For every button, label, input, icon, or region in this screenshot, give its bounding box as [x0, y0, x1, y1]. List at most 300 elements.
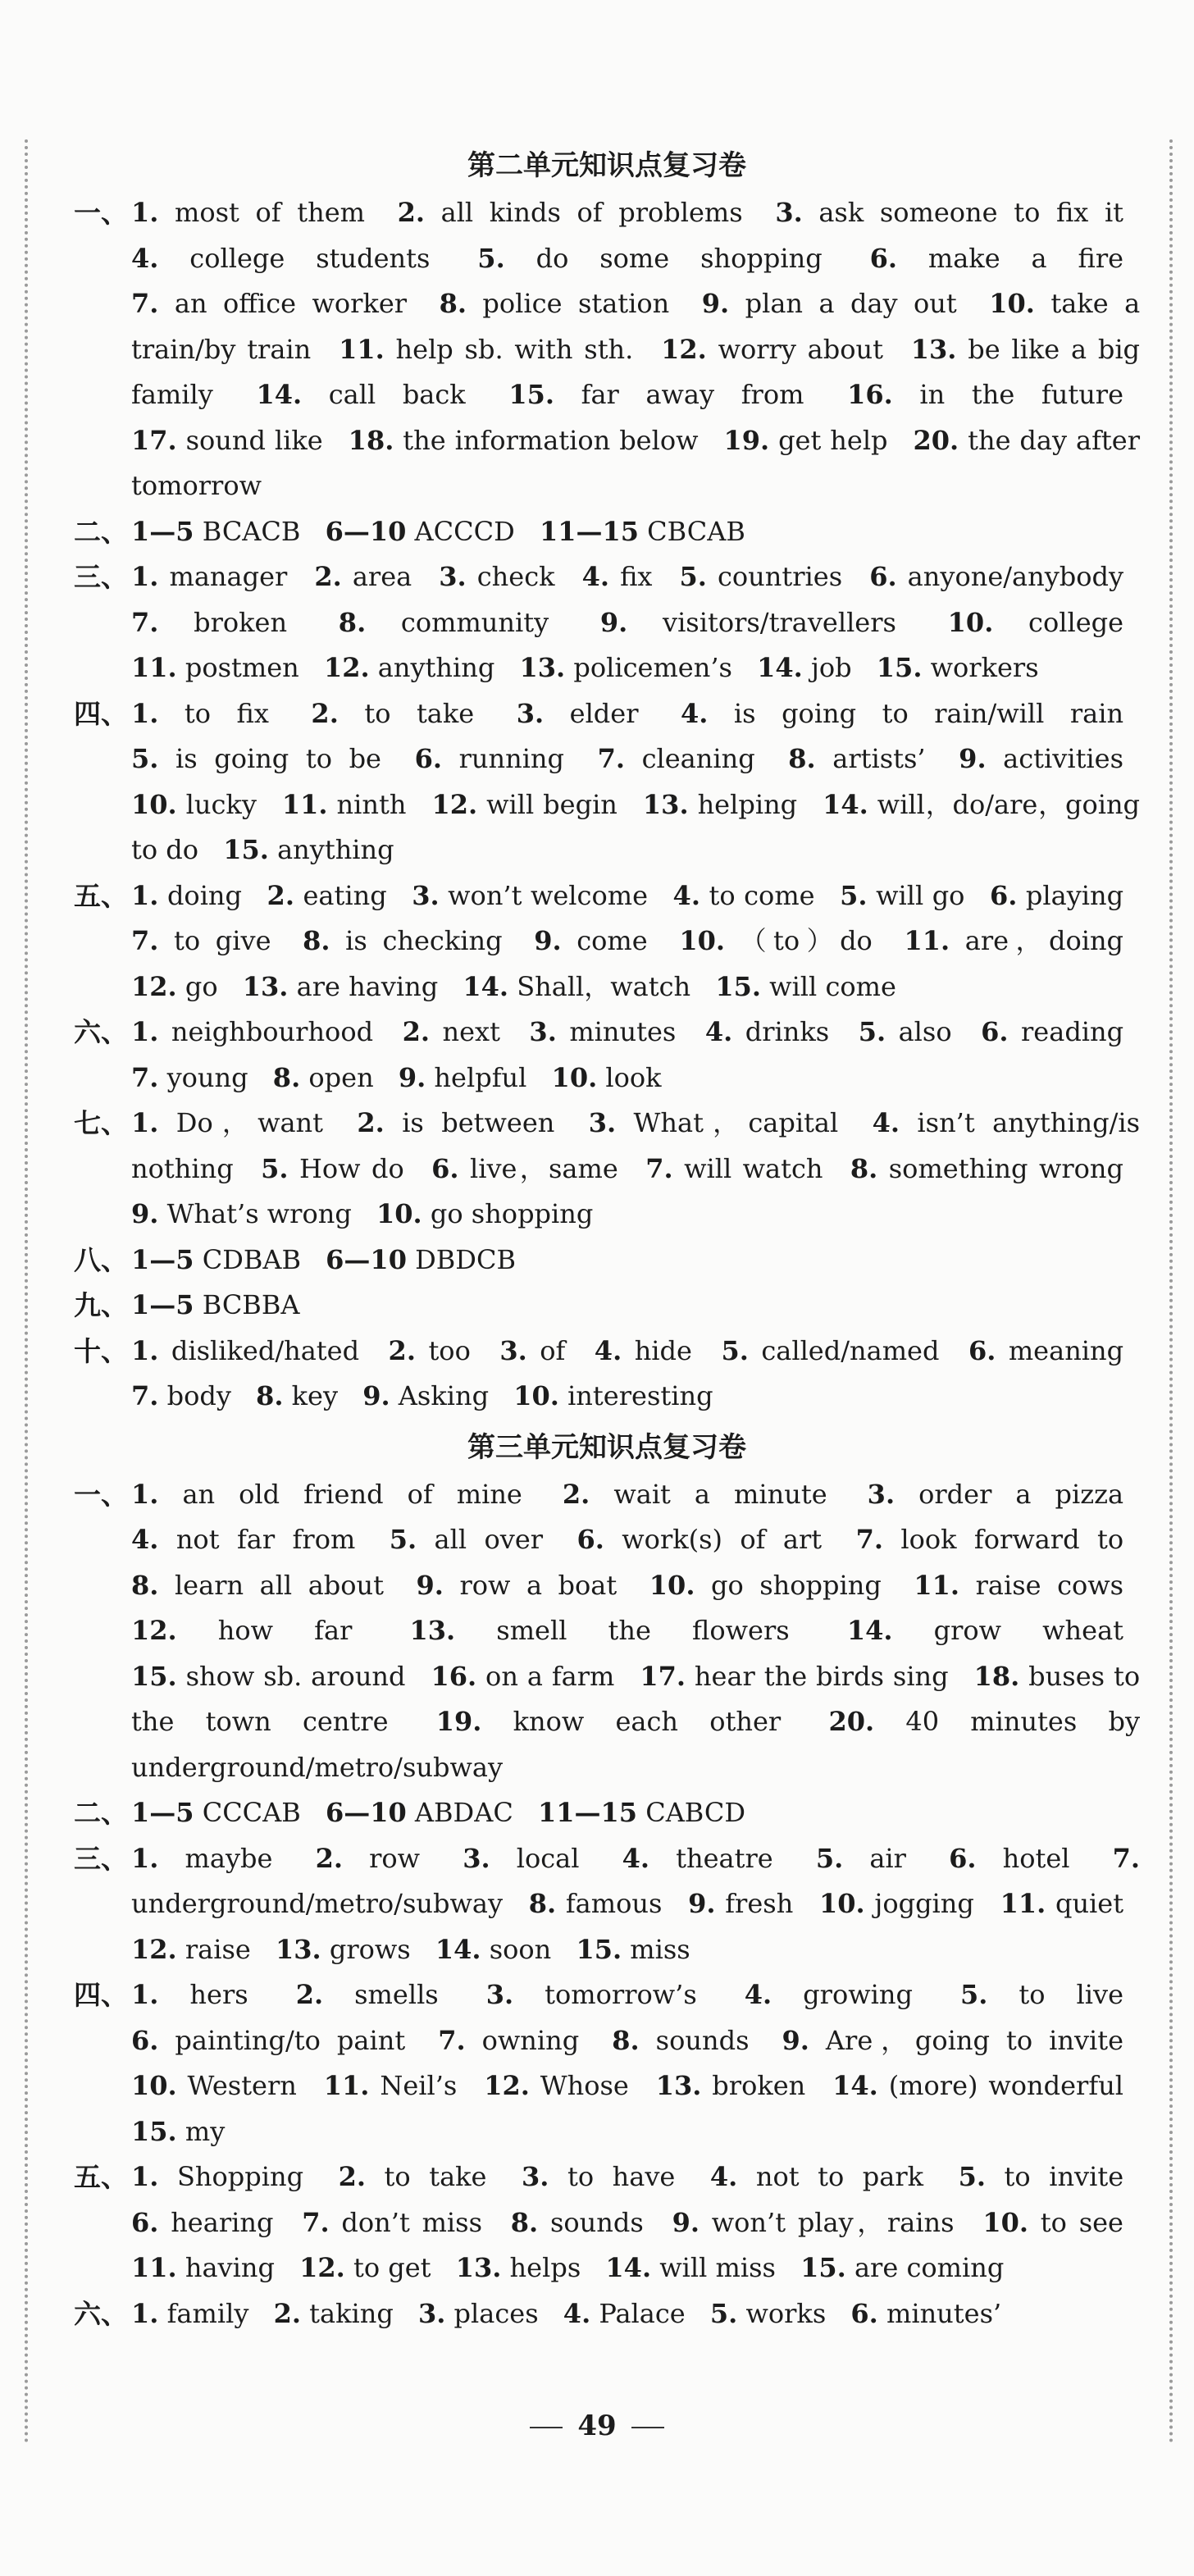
answer-item — [267, 880, 387, 911]
answer-item — [131, 1244, 301, 1275]
answer-text: too — [428, 1334, 471, 1366]
answer-item — [486, 1979, 697, 2010]
answer-item — [679, 925, 873, 956]
answer-item — [261, 1153, 404, 1184]
answer-number: 13. — [519, 652, 566, 683]
answer-number: 13. — [455, 2252, 502, 2283]
answer-text: are having — [296, 970, 439, 1002]
answer-text: smell the flowers — [496, 1615, 790, 1646]
answer-item — [339, 607, 549, 638]
answer-item — [131, 698, 269, 729]
answer-number: 9. — [362, 1380, 390, 1411]
answer-number: 11—15 — [537, 1797, 638, 1828]
answer-number: 4. — [131, 1524, 159, 1555]
answer-item — [418, 2298, 539, 2329]
answer-item — [859, 1016, 952, 1047]
answer-item — [256, 379, 465, 410]
answer-text: minutes’ — [886, 2297, 1002, 2329]
answer-text: are，doing — [964, 925, 1124, 956]
answer-number: 10. — [989, 288, 1035, 319]
answer-item — [661, 334, 883, 365]
answer-text: the day after tomorrow — [131, 424, 1141, 501]
question-block — [74, 2154, 1140, 2291]
answer-text: hide — [634, 1334, 692, 1366]
answer-number: 4. — [594, 1334, 622, 1366]
answer-item — [576, 1934, 690, 1965]
answer-number: 18. — [973, 1660, 1020, 1692]
answer-text: having — [185, 2252, 275, 2283]
answer-number: 17. — [640, 1660, 686, 1692]
answer-item — [508, 379, 804, 410]
answer-item — [605, 2252, 776, 2283]
answer-text: doing — [166, 879, 243, 911]
answer-text: fix — [620, 561, 653, 592]
question-number: 八、 — [74, 1243, 128, 1276]
answer-number: 3. — [417, 2297, 446, 2329]
answer-number: 14. — [832, 2070, 878, 2101]
answer-text: hear the birds sing — [694, 1660, 949, 1692]
answer-text: an old friend of mine — [182, 1478, 522, 1510]
answer-item — [850, 2298, 1001, 2329]
answer-item — [131, 1570, 384, 1601]
answer-number: 12. — [131, 1933, 177, 1965]
answer-text: tomorrow’s — [545, 1979, 697, 2010]
answer-number: 11. — [914, 1569, 960, 1601]
answer-item — [484, 2070, 629, 2101]
answer-item — [595, 1335, 692, 1366]
answer-number: 2. — [315, 1842, 343, 1874]
answer-text: body — [166, 1380, 231, 1411]
answer-number: 1. — [131, 1107, 159, 1138]
answer-item — [299, 2252, 431, 2283]
answer-text: in the future — [919, 379, 1124, 410]
answer-number: 3. — [529, 1016, 557, 1047]
question-block — [74, 691, 1140, 873]
answer-text: helpful — [434, 1061, 527, 1093]
answer-item — [131, 1615, 352, 1646]
answer-item — [710, 2161, 923, 2192]
answer-item — [398, 197, 743, 228]
answer-text: anyone/anybody — [907, 561, 1124, 592]
answer-item — [788, 743, 925, 774]
answer-item — [131, 1198, 352, 1229]
answer-item — [389, 1335, 471, 1366]
answer-text: go — [185, 970, 218, 1002]
answer-number: 11. — [904, 925, 950, 956]
answer-text: Western — [187, 2070, 297, 2101]
question-number: 五、 — [74, 2161, 128, 2193]
answer-text: owning — [481, 2024, 580, 2056]
answer-item — [816, 1843, 906, 1874]
answer-number: 9. — [688, 1888, 716, 1919]
answer-text: workers — [930, 652, 1039, 683]
answer-item — [326, 1244, 516, 1275]
answer-text: to have — [567, 2161, 676, 2192]
answer-item — [412, 880, 648, 911]
answer-text: hers — [189, 1979, 248, 2010]
answer-number: 7. — [1112, 1842, 1141, 1874]
answer-item — [540, 516, 745, 547]
answer-item — [324, 2070, 458, 2101]
answer-number: 6. — [131, 2206, 159, 2238]
answer-text: 40 minutes by underground/metro/subway — [131, 1706, 1141, 1783]
answer-number: 4. — [744, 1979, 772, 2010]
answer-number: 14. — [823, 788, 868, 820]
answer-text: What’s wrong — [166, 1198, 352, 1229]
answer-item — [131, 2252, 275, 2283]
answer-number: 8. — [131, 1569, 159, 1601]
question-number: 六、 — [74, 1016, 128, 1048]
answer-item — [399, 1062, 527, 1093]
answer-number: 4. — [672, 879, 700, 911]
answer-text: will，do/are，going to do — [131, 788, 1141, 865]
answer-text: minutes — [569, 1016, 677, 1047]
answer-text: all over — [434, 1524, 544, 1555]
answer-number: 16. — [431, 1660, 477, 1692]
answer-item — [511, 2207, 644, 2238]
answer-text: open — [308, 1061, 374, 1093]
answer-text: （to）do — [740, 925, 873, 956]
answer-number: 11. — [281, 788, 328, 820]
answer-text: CBCAB — [647, 515, 745, 547]
answer-item — [819, 1888, 974, 1919]
question-block — [74, 1472, 1140, 1791]
answer-text: to come — [709, 879, 815, 911]
answer-number: 13. — [642, 788, 689, 820]
answer-text: artists’ — [832, 743, 926, 774]
answer-text: hearing — [171, 2206, 274, 2238]
answer-number: 8. — [338, 606, 367, 638]
question-block — [74, 1283, 1140, 1329]
answer-text: drinks — [745, 1016, 830, 1047]
answer-number: 5. — [477, 242, 505, 274]
answer-text: will begin — [486, 788, 618, 820]
answer-number: 8. — [272, 1061, 301, 1093]
answer-number: 5. — [679, 561, 707, 592]
question-number: 九、 — [74, 1289, 128, 1321]
answer-number: 9. — [534, 925, 562, 956]
answer-text: policemen’s — [573, 652, 732, 683]
answer-item — [435, 1934, 551, 1965]
answer-text: Do，want — [175, 1107, 324, 1138]
answer-number: 10. — [376, 1198, 422, 1229]
answer-text: won’t welcome — [448, 879, 649, 911]
answer-number: 11. — [131, 2252, 177, 2283]
answer-item — [463, 971, 690, 1002]
answer-item — [538, 1797, 745, 1828]
answer-item — [131, 1979, 248, 2010]
answer-item — [339, 334, 633, 365]
answer-item — [131, 2025, 405, 2056]
answer-item — [131, 561, 287, 592]
answer-number: 5. — [959, 1979, 988, 2010]
answer-number: 6—10 — [325, 1797, 407, 1828]
answer-number: 5. — [815, 1842, 844, 1874]
answer-text: Shall，watch — [517, 970, 691, 1002]
answer-text: What，capital — [633, 1107, 839, 1138]
answer-number: 8. — [850, 1152, 878, 1184]
answer-item — [131, 1107, 323, 1138]
answer-number: 9. — [959, 743, 987, 774]
answer-item — [131, 2116, 225, 2147]
answer-item — [376, 1198, 593, 1229]
answer-number: 6. — [414, 743, 442, 774]
answer-item — [349, 425, 699, 456]
answer-number: 5. — [389, 1524, 417, 1555]
answer-number: 17. — [131, 424, 177, 456]
answer-item — [131, 2070, 297, 2101]
answer-item — [520, 652, 732, 683]
answer-item — [517, 698, 639, 729]
answer-number: 6. — [131, 2024, 159, 2056]
answer-text: interesting — [567, 1380, 713, 1411]
answer-item — [850, 1153, 1123, 1184]
answer-item — [131, 1289, 299, 1320]
answer-text: don’t miss — [341, 2206, 482, 2238]
answer-item — [302, 2207, 482, 2238]
answer-text: community — [400, 606, 549, 638]
answer-text: row — [369, 1842, 421, 1874]
answer-item — [870, 243, 1123, 274]
answer-number: 19. — [723, 424, 770, 456]
answer-number: 4. — [581, 561, 609, 592]
question-block — [74, 554, 1140, 691]
answer-item — [131, 971, 218, 1002]
question-number: 三、 — [74, 1842, 128, 1875]
answer-item — [243, 971, 438, 1002]
answer-item — [131, 516, 300, 547]
answer-number: 16. — [847, 379, 893, 410]
answer-number: 7. — [302, 2206, 330, 2238]
question-number: 一、 — [74, 197, 128, 229]
answer-item — [273, 1062, 374, 1093]
answer-number: 1. — [131, 2161, 159, 2192]
answer-item — [904, 925, 1123, 956]
answer-number: 10. — [679, 925, 725, 956]
answer-number: 3. — [499, 1334, 527, 1366]
answer-number: 15. — [131, 1660, 177, 1692]
answer-item — [960, 1979, 1123, 2010]
answer-text: hotel — [1002, 1842, 1070, 1874]
answer-item — [326, 516, 515, 547]
answer-item — [702, 288, 957, 319]
answer-number: 14. — [757, 652, 803, 683]
answer-item — [643, 789, 797, 820]
answer-text: next — [442, 1016, 500, 1047]
answer-item — [131, 2207, 273, 2238]
answer-number: 18. — [348, 424, 394, 456]
answer-text: disliked/hated — [171, 1334, 360, 1366]
answer-item — [477, 243, 822, 274]
answer-text: far away from — [581, 379, 804, 410]
answer-text: manager — [169, 561, 288, 592]
answer-number: 10. — [947, 606, 994, 638]
answer-text: police station — [482, 288, 670, 319]
answer-number: 5. — [958, 2161, 986, 2192]
answer-item — [131, 1843, 272, 1874]
answer-number: 6—10 — [326, 1243, 407, 1275]
answer-number: 7. — [438, 2024, 466, 2056]
answer-item — [757, 652, 852, 683]
answer-item — [456, 2252, 581, 2283]
answer-item — [640, 1661, 948, 1692]
answer-text: ask someone to fix it — [818, 197, 1124, 228]
answer-page — [74, 141, 1140, 2337]
answer-text: ABDAC — [414, 1797, 513, 1828]
answer-number: 4. — [681, 697, 709, 729]
answer-text: order a pizza — [918, 1478, 1124, 1510]
answer-item — [439, 561, 554, 592]
question-number: 二、 — [74, 515, 128, 548]
answer-number: 12. — [299, 2252, 345, 2283]
answer-item — [499, 1335, 565, 1366]
answer-text: are coming — [854, 2252, 1005, 2283]
answer-text: most of them — [175, 197, 365, 228]
answer-number: 3. — [463, 1842, 490, 1874]
answer-number: 6. — [576, 1524, 604, 1555]
answer-text: raise — [185, 1933, 251, 1965]
answer-text: painting/to paint — [175, 2024, 406, 2056]
answer-text: grow wheat — [933, 1615, 1124, 1646]
answer-text: isn’t anything/is nothing — [131, 1107, 1141, 1184]
answer-item — [990, 880, 1123, 911]
answer-item — [403, 1016, 500, 1047]
answer-item — [715, 971, 896, 1002]
answer-text: quiet — [1055, 1888, 1124, 1919]
answer-item — [409, 1615, 789, 1646]
answer-text: to invite — [1004, 2161, 1124, 2192]
answer-number: 4. — [704, 1016, 733, 1047]
answer-text: local — [516, 1842, 580, 1874]
answer-item — [949, 1843, 1069, 1874]
answer-text: plan a day out — [745, 288, 957, 319]
answer-number: 2. — [562, 1478, 590, 1510]
answer-number: 8. — [510, 2206, 539, 2238]
page-number-footer — [0, 2410, 1194, 2442]
answer-text: to fix — [184, 697, 269, 729]
answer-item — [582, 561, 653, 592]
answer-number: 10. — [131, 788, 177, 820]
answer-item — [649, 1570, 882, 1601]
answer-text: soon — [489, 1933, 552, 1965]
answer-text: BCBBA — [202, 1289, 300, 1320]
answer-text: is going to rain/will rain — [733, 697, 1124, 729]
left-dotted-margin — [25, 139, 28, 2445]
answer-item — [847, 379, 1123, 410]
answer-number: 3. — [775, 197, 803, 228]
answer-item — [362, 1380, 489, 1411]
answer-text: to take — [364, 697, 475, 729]
answer-item — [131, 880, 242, 911]
answer-text: get help — [778, 424, 888, 456]
answer-number: 6. — [869, 561, 897, 592]
answer-text: Palace — [599, 2297, 686, 2329]
answer-text: to give — [174, 925, 271, 956]
answer-item — [656, 2070, 806, 2101]
answer-number: 1. — [131, 197, 159, 228]
answer-number: 1. — [131, 1016, 159, 1047]
answer-text: How do — [298, 1152, 404, 1184]
question-number: 七、 — [74, 1107, 128, 1139]
answer-number: 1—5 — [131, 1243, 194, 1275]
answer-text: underground/metro/subway — [131, 1888, 504, 1919]
answer-item — [981, 1016, 1123, 1047]
answer-text: will miss — [659, 2252, 776, 2283]
answer-item — [589, 1107, 839, 1138]
answer-number: 11. — [323, 2070, 370, 2101]
question-block — [74, 1010, 1140, 1101]
answer-text: countries — [717, 561, 843, 592]
answer-number: 2. — [397, 197, 425, 228]
answer-item — [131, 1062, 248, 1093]
answer-number: 7. — [645, 1152, 673, 1184]
answer-number: 13. — [242, 970, 289, 1002]
answer-item — [431, 1153, 618, 1184]
question-block — [74, 2291, 1140, 2337]
answer-number: 15. — [576, 1933, 622, 1965]
answer-number: 11. — [1000, 1888, 1046, 1919]
answer-text: fresh — [725, 1888, 794, 1919]
answer-item — [316, 1843, 420, 1874]
answer-item — [688, 1888, 793, 1919]
answer-number: 4. — [709, 2161, 738, 2192]
answer-number: 8. — [528, 1888, 557, 1919]
answer-number: 1. — [131, 2297, 159, 2329]
question-block — [74, 1972, 1140, 2154]
question-number: 十、 — [74, 1334, 128, 1367]
answer-text: maybe — [185, 1842, 273, 1874]
answer-text: call back — [328, 379, 466, 410]
answer-item — [680, 561, 843, 592]
answer-number: 2. — [311, 697, 339, 729]
answer-number: 10. — [131, 2070, 177, 2101]
answer-number: 7. — [597, 743, 625, 774]
answer-item — [868, 1479, 1123, 1510]
answer-text: will watch — [684, 1152, 823, 1184]
answer-text: is going to be — [175, 743, 381, 774]
answer-item — [463, 1843, 579, 1874]
answer-number: 2. — [388, 1334, 416, 1366]
answer-item — [131, 197, 365, 228]
answer-item — [131, 1797, 301, 1828]
answer-text: is between — [402, 1107, 555, 1138]
answer-item — [339, 2161, 487, 2192]
answer-text: miss — [630, 1933, 690, 1965]
answer-text: an office worker — [174, 288, 408, 319]
answer-text: be like a big family — [131, 333, 1141, 410]
answer-item — [131, 1335, 359, 1366]
answer-text: will come — [769, 970, 896, 1002]
answer-item — [522, 2161, 675, 2192]
answer-item — [131, 243, 430, 274]
answer-text: Whose — [540, 2070, 629, 2101]
answer-item — [256, 1380, 338, 1411]
answer-item — [612, 2025, 749, 2056]
question-block — [74, 1329, 1140, 1420]
answer-item — [877, 652, 1039, 683]
answer-text: will go — [876, 879, 965, 911]
answer-text: worry about — [718, 333, 883, 365]
answer-text: grows — [329, 1933, 411, 1965]
answer-text: go shopping — [430, 1198, 594, 1229]
answer-item — [131, 288, 407, 319]
answer-text: college students — [189, 242, 431, 274]
answer-text: also — [898, 1016, 952, 1047]
answer-item — [417, 1570, 618, 1601]
answer-item — [131, 1380, 231, 1411]
answer-number: 7. — [131, 606, 159, 638]
answer-text: on a farm — [485, 1660, 615, 1692]
